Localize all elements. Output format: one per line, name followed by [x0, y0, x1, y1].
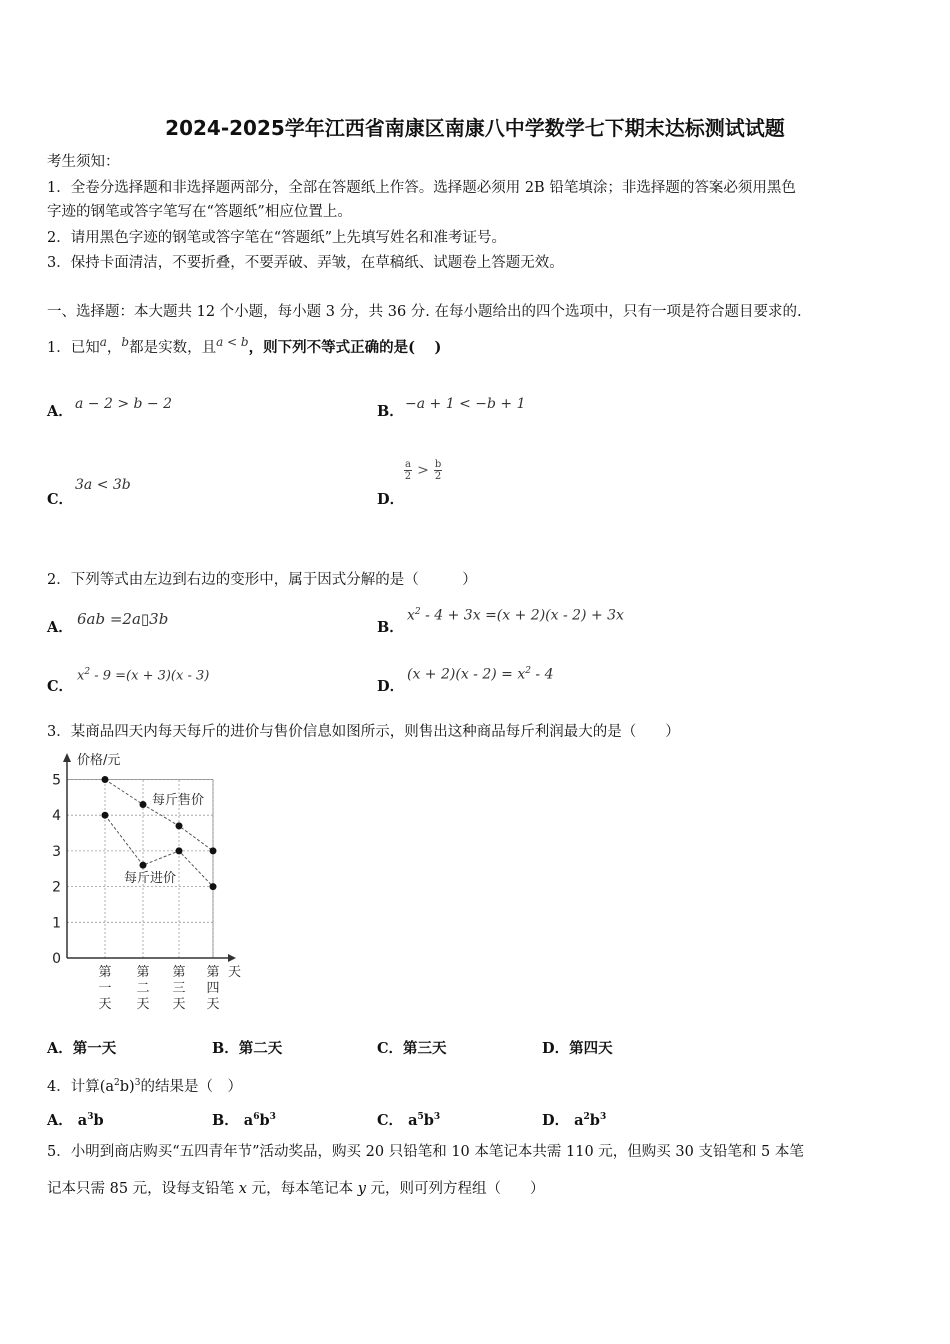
q1-option-c: 3a < 3b — [75, 477, 131, 493]
series-label: 每斤售价 — [152, 793, 205, 808]
data-point — [102, 776, 109, 783]
q1-option-a-label: A． — [47, 403, 73, 420]
question-3-stem: 3．某商品四天内每天每斤的进价与售价信息如图所示，则售出这种商品每斤利润最大的是（ ） — [47, 724, 680, 740]
section-heading: 一、选择题：本大题共 12 个小题，每小题 3 分，共 36 分. 在每小题给出的四个选项中，只有一项是符合题目要求的. — [47, 304, 802, 320]
x-tick-label: 一 — [98, 981, 112, 996]
y-axis-label: 价格/元 — [77, 753, 121, 768]
q3-option-c: C．第三天 — [377, 1040, 447, 1057]
page-title: 2024-2025学年江西省南康区南康八中学数学七下期末达标测试试题 — [165, 116, 785, 140]
data-point — [102, 812, 109, 819]
series-label: 每斤进价 — [124, 871, 177, 886]
q4-option-c: C． $a^5b^3$ — [377, 1111, 441, 1129]
q4-option-a: A． $a^3b$ — [47, 1111, 104, 1129]
y-tick-label: 1 — [52, 915, 61, 932]
notice-line-3: 3．保持卡面清洁，不要折叠，不要弄破、弄皱，在草稿纸、试题卷上答题无效。 — [47, 255, 564, 271]
q1-option-a: a − 2 > b − 2 — [75, 396, 173, 412]
q1-option-b-label: B． — [377, 403, 404, 420]
q3-option-d: D．第四天 — [542, 1040, 613, 1057]
question-5-line-1: 5．小明到商店购买“五四青年节”活动奖品，购买 20 只铅笔和 10 本笔记本共需 110 元，但购买 30 支铅笔和 5 本笔 — [47, 1144, 804, 1160]
q1-option-b: −a + 1 < −b + 1 — [405, 396, 526, 412]
q1-option-d-label: D． — [377, 491, 405, 508]
price-chart — [50, 748, 250, 1020]
data-point — [176, 847, 183, 854]
q2-option-d-label: D． — [377, 678, 405, 695]
question-4-stem: 4．计算$(a^2b)^3$的结果是（ ） — [47, 1078, 242, 1095]
q2-option-b-label: B． — [377, 619, 404, 636]
x-tick-label: 第 — [98, 965, 112, 980]
question-2-stem: 2．下列等式由左边到右边的变形中，属于因式分解的是（ ） — [47, 572, 477, 588]
notice-line-2: 2．请用黑色字迹的钢笔或答字笔在“答题纸”上先填写姓名和准考证号。 — [47, 230, 507, 246]
q3-option-a: A．第一天 — [47, 1040, 117, 1057]
q3-option-b: B．第二天 — [212, 1040, 283, 1057]
q1-option-d: $\frac{a}{2}$ > $\frac{b}{2}$ — [404, 459, 442, 482]
x-tick-label: 天 — [172, 997, 186, 1012]
q2-option-b: $x^2 - 4 + 3x =(x + 2)(x - 2) + 3x$ — [407, 607, 624, 624]
data-point — [210, 883, 217, 890]
data-point — [176, 822, 183, 829]
x-tick-label: 天 — [206, 997, 220, 1012]
notice-line-1a: 1．全卷分选择题和非选择题两部分，全部在答题纸上作答。选择题必须用 2B 铅笔填涂；非选择题的答案必须用黑色 — [47, 180, 796, 196]
q4-option-b: B． $a^6b^3$ — [212, 1111, 276, 1129]
q1-option-c-label: C． — [47, 491, 74, 508]
x-tick-label: 四 — [206, 981, 220, 996]
chart-axes — [63, 753, 236, 962]
q4-option-d: D． $a^2b^3$ — [542, 1111, 607, 1129]
q2-option-a: 6ab =2a▯3b — [77, 610, 169, 628]
q2-option-d: $(x + 2)(x - 2) = x^2 - 4$ — [407, 666, 554, 683]
y-axis-arrow — [63, 753, 71, 762]
q2-option-c-label: C． — [47, 678, 74, 695]
x-tick-label: 三 — [172, 981, 186, 996]
x-tick-label: 天 — [98, 997, 112, 1012]
x-tick-label: 二 — [136, 981, 150, 996]
x-axis-arrow — [228, 954, 236, 962]
data-point — [140, 862, 147, 869]
data-point — [140, 801, 147, 808]
y-tick-label: 3 — [52, 843, 61, 860]
x-tick-label: 第 — [206, 965, 220, 980]
y-tick-label: 5 — [52, 772, 61, 789]
notice-line-1b: 字迹的钢笔或答字笔写在“答题纸”相应位置上。 — [47, 204, 352, 220]
data-point — [210, 847, 217, 854]
x-axis-label: 天 — [228, 965, 242, 980]
notice-heading: 考生须知： — [47, 154, 120, 170]
x-tick-label: 天 — [136, 997, 150, 1012]
y-tick-label: 0 — [52, 951, 61, 967]
x-tick-label: 第 — [172, 965, 186, 980]
y-tick-label: 2 — [52, 879, 61, 896]
q2-option-a-label: A． — [47, 619, 73, 636]
q2-option-c: $x^2 - 9 =(x + 3)(x - 3)$ — [77, 667, 210, 684]
question-1-stem: 1．已知$^a$，$^b$都是实数，且$^{a < b}$，则下列不等式正确的是( ) — [47, 335, 442, 356]
y-tick-label: 4 — [52, 808, 61, 825]
question-5-line-2: 记本只需 85 元，设每支铅笔 x 元，每本笔记本 y 元，则可列方程组（ ） — [47, 1181, 545, 1197]
x-tick-label: 第 — [136, 965, 150, 980]
chart-series — [102, 776, 217, 890]
